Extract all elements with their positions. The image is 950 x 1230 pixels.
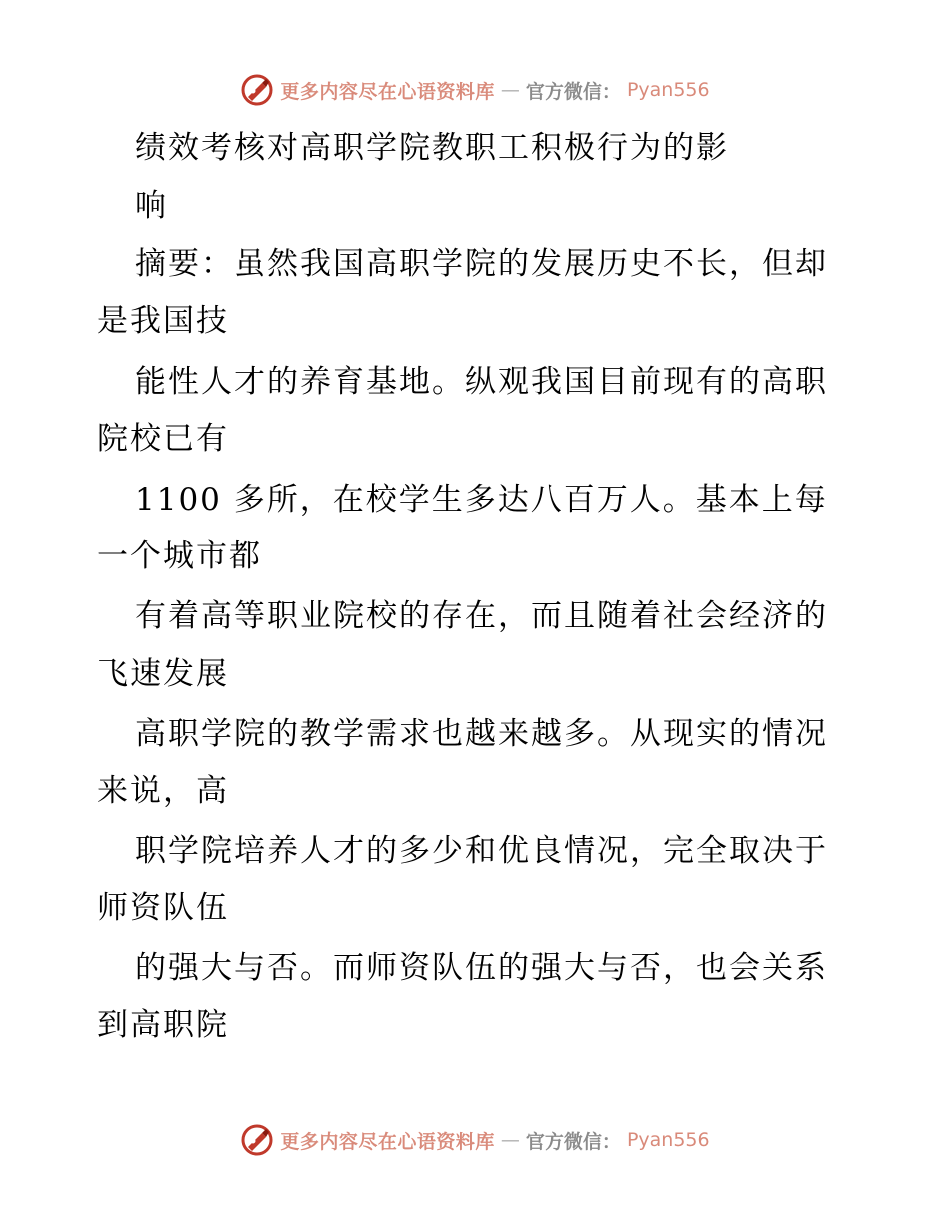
body-line: 到高职院 — [97, 1007, 229, 1043]
body-line: 高职学院的教学需求也越来越多。从现实的情况 — [135, 716, 828, 752]
title-line-2: 响 — [135, 188, 168, 224]
wechat-label: 官方微信： — [525, 1130, 621, 1153]
brand-text: 更多内容尽在心语资料库 — [280, 1130, 495, 1153]
body-line: 是我国技 — [97, 303, 229, 339]
body-line: 1100 多所，在校学生多达八百万人。基本上每 — [135, 482, 828, 518]
header-banner — [0, 70, 950, 110]
wechat-label: 官方微信： — [525, 80, 621, 103]
banner-content — [240, 1123, 709, 1157]
banner-content — [240, 73, 709, 107]
brand-logo-icon — [240, 1123, 274, 1157]
banner-separator: — — [500, 79, 520, 101]
body-line: 院校已有 — [97, 421, 229, 457]
brand-logo-icon — [240, 73, 274, 107]
body-line: 来说，高 — [97, 773, 229, 809]
wechat-id: Pyan556 — [626, 79, 710, 101]
body-line: 的强大与否。而师资队伍的强大与否，也会关系 — [135, 950, 828, 986]
body-line: 摘要：虽然我国高职学院的发展历史不长，但却 — [135, 246, 828, 282]
body-line: 有着高等职业院校的存在，而且随着社会经济的 — [135, 598, 828, 634]
title-line-1: 绩效考核对高职学院教职工积极行为的影 — [135, 130, 729, 166]
wechat-id: Pyan556 — [626, 1129, 710, 1151]
body-line: 一个城市都 — [97, 538, 262, 574]
body-line: 能性人才的养育基地。纵观我国目前现有的高职 — [135, 364, 828, 400]
body-line: 师资队伍 — [97, 890, 229, 926]
body-line: 飞速发展 — [97, 656, 229, 692]
brand-text: 更多内容尽在心语资料库 — [280, 80, 495, 103]
footer-banner — [0, 1120, 950, 1160]
banner-separator: — — [500, 1129, 520, 1151]
body-line: 职学院培养人才的多少和优良情况，完全取决于 — [135, 833, 828, 869]
